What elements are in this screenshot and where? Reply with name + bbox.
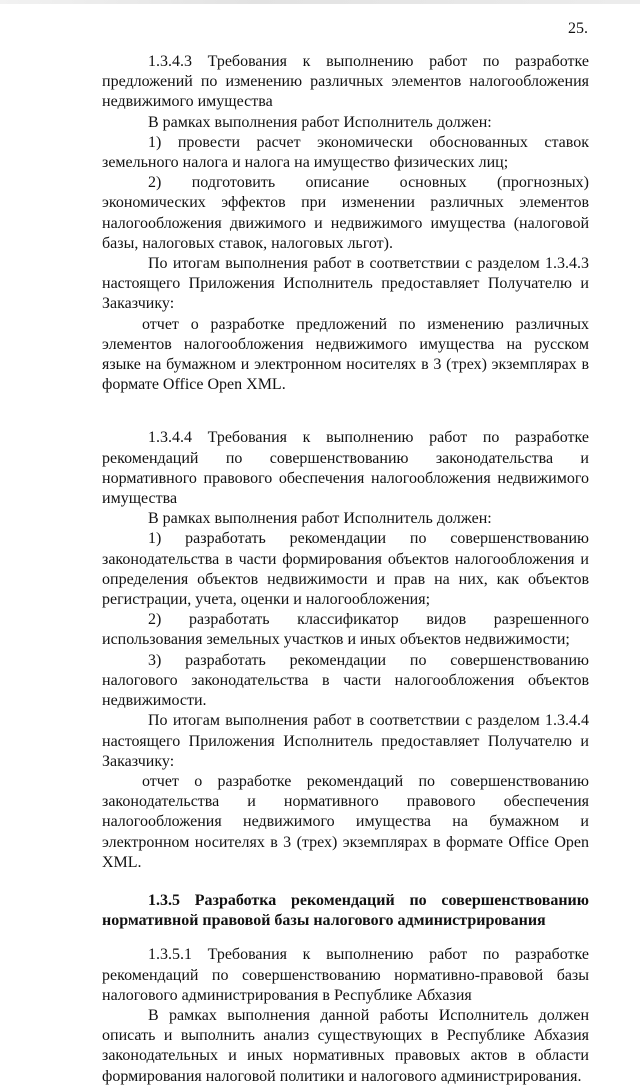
- list-item: 1) провести расчет экономически обоснованных ставок земельного налога и налога на имущество физических лиц;: [102, 133, 589, 172]
- paragraph: В рамках выполнения данной работы Исполнитель должен описать и выполнить анализ существующих в Республике Абхазия законодательных и иных нормативных правовых актов в области формирования налоговой политики и налогового администрирования.: [102, 1006, 589, 1085]
- paragraph: отчет о разработке предложений по изменению различных элементов налогообложения недвижимого имущества на русском языке на бумажном и электронном носителях в 3 (трех) экземплярах в формате Office Open XML.: [102, 315, 589, 394]
- paragraph: отчет о разработке рекомендаций по совершенствованию законодательства и нормативного правового обеспечения налогообложения недвижимого имущества на бумажном и электронном носителях в 3 (трех) экземплярах в формате Office Open XML.: [102, 772, 589, 871]
- page-number: 25.: [568, 20, 588, 37]
- section-heading-1-3-5: 1.3.5 Разработка рекомендаций по совершенствованию нормативной правовой базы налогового администрирования: [102, 891, 589, 930]
- list-item: 1) разработать рекомендации по совершенствованию законодательства в части формирования объектов налогообложения и определения объектов недвижимости и прав на них, как объектов регистрации, учета, оценки и налогообложения;: [102, 530, 589, 609]
- paragraph: По итогам выполнения работ в соответствии с разделом 1.3.4.4 настоящего Приложения Исполнитель предоставляет Получателю и Заказчику:: [102, 712, 589, 770]
- paragraph: По итогам выполнения работ в соответствии с разделом 1.3.4.3 настоящего Приложения Исполнитель предоставляет Получателю и Заказчику:: [102, 255, 589, 313]
- paragraph-1-3-5-1-heading: 1.3.5.1 Требования к выполнению работ по разработке рекомендаций по совершенствованию нормативно-правовой базы налогового администрирования в Республике Абхазия: [102, 946, 589, 1004]
- spacer: [102, 931, 589, 945]
- paragraph: В рамках выполнения работ Исполнитель должен:: [148, 510, 492, 528]
- scan-edge: [0, 0, 640, 4]
- list-item: 3) разработать рекомендации по совершенствованию налогового законодательства в части налогообложения объектов недвижимости.: [102, 651, 589, 710]
- paragraph-1-3-4-4-heading: 1.3.4.4 Требования к выполнению работ по разработке рекомендаций по совершенствованию законодательства и нормативного правового обеспечения налогообложения недвижимого имущества: [102, 429, 589, 508]
- paragraph-1-3-4-3-heading: 1.3.4.3 Требования к выполнению работ по разработке предложений по изменению различных элементов налогообложения недвижимого имущества: [102, 53, 589, 111]
- spacer: [102, 873, 589, 891]
- document-body: [102, 52, 589, 1087]
- paragraph: В рамках выполнения работ Исполнитель должен:: [148, 113, 492, 131]
- spacer: [102, 395, 589, 428]
- list-item: 2) разработать классификатор видов разрешенного использования земельных участков и иных объектов недвижимости;: [102, 611, 589, 649]
- list-item: 2) подготовить описание основных (прогнозных) экономических эффектов при изменении различных элементов налогообложения движимого и недвижимого имущества (налоговой базы, налоговых ставок, налоговых льгот).: [102, 174, 589, 252]
